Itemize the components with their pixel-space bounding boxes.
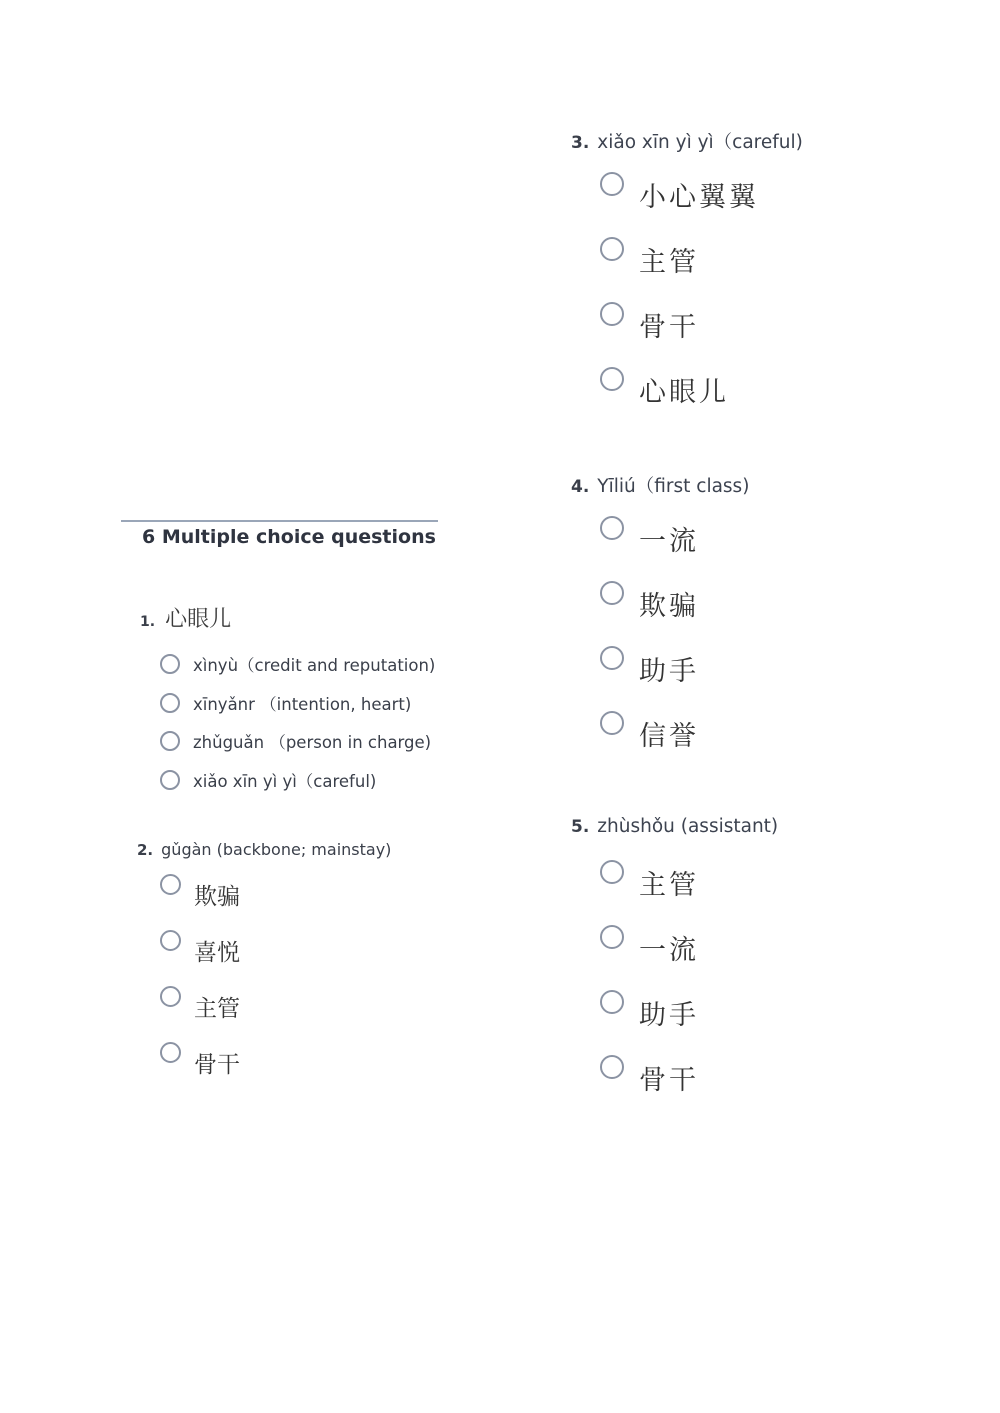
option-label: 助手 xyxy=(639,656,699,687)
question-2-number: 2. xyxy=(137,841,154,859)
radio-button[interactable] xyxy=(600,302,624,326)
radio-button[interactable] xyxy=(600,1055,624,1079)
radio-button[interactable] xyxy=(160,986,181,1007)
radio-button[interactable] xyxy=(600,860,624,884)
option-label: xiǎo xīn yì yì（careful) xyxy=(193,772,377,791)
question-1-number: 1. xyxy=(140,614,156,630)
question-5-prompt: zhùshǒu (assistant) xyxy=(597,816,779,837)
q3-option-2[interactable] xyxy=(600,240,699,279)
question-1-header xyxy=(140,602,231,633)
question-4-header xyxy=(571,472,749,498)
option-label: 一流 xyxy=(639,526,699,557)
q1-option-4[interactable] xyxy=(160,768,376,792)
radio-button[interactable] xyxy=(160,731,180,751)
q4-option-4[interactable] xyxy=(600,714,699,753)
question-5-header xyxy=(571,816,778,837)
option-label: 心眼儿 xyxy=(639,377,729,408)
option-label: 小心翼翼 xyxy=(639,182,759,213)
question-4-number: 4. xyxy=(571,477,590,497)
radio-button[interactable] xyxy=(600,237,624,261)
question-3 xyxy=(571,128,803,154)
question-3-number: 3. xyxy=(571,133,590,153)
option-label: 主管 xyxy=(194,996,240,1022)
q1-option-1[interactable] xyxy=(160,652,435,676)
radio-button[interactable] xyxy=(160,654,180,674)
question-3-prompt: xiǎo xīn yì yì（careful) xyxy=(597,132,803,153)
question-4-prompt: Yīliú（first class) xyxy=(597,476,750,497)
q1-option-3[interactable] xyxy=(160,729,431,753)
radio-button[interactable] xyxy=(600,646,624,670)
radio-button[interactable] xyxy=(600,990,624,1014)
section-title: 6 Multiple choice questions xyxy=(142,526,436,548)
question-3-header xyxy=(571,128,803,154)
radio-button[interactable] xyxy=(600,711,624,735)
q2-option-1[interactable] xyxy=(160,878,240,911)
radio-button[interactable] xyxy=(160,930,181,951)
option-label: 喜悦 xyxy=(194,940,240,966)
q1-option-2[interactable] xyxy=(160,691,411,715)
radio-button[interactable] xyxy=(600,367,624,391)
question-1 xyxy=(140,602,231,633)
radio-button[interactable] xyxy=(160,770,180,790)
radio-button[interactable] xyxy=(160,693,180,713)
option-label: 欺骗 xyxy=(639,591,699,622)
q5-option-2[interactable] xyxy=(600,928,699,967)
radio-button[interactable] xyxy=(600,581,624,605)
option-label: 主管 xyxy=(639,247,699,278)
radio-button[interactable] xyxy=(600,172,624,196)
radio-button[interactable] xyxy=(160,1042,181,1063)
option-label: 一流 xyxy=(639,935,699,966)
q3-option-1[interactable] xyxy=(600,175,759,214)
question-2-header xyxy=(137,840,391,859)
option-label: 骨干 xyxy=(639,312,699,343)
option-label: 助手 xyxy=(639,1000,699,1031)
q3-option-4[interactable] xyxy=(600,370,729,409)
q4-option-2[interactable] xyxy=(600,584,699,623)
question-4 xyxy=(571,472,749,498)
q5-option-3[interactable] xyxy=(600,993,699,1032)
q2-option-3[interactable] xyxy=(160,990,240,1023)
option-label: 骨干 xyxy=(639,1065,699,1096)
radio-button[interactable] xyxy=(160,874,181,895)
option-label: 骨干 xyxy=(194,1052,240,1078)
section-divider xyxy=(121,520,438,522)
q4-option-1[interactable] xyxy=(600,519,699,558)
option-label: zhǔguǎn （person in charge) xyxy=(193,733,432,752)
question-1-prompt: 心眼儿 xyxy=(165,607,232,632)
option-label: 主管 xyxy=(639,870,699,901)
q2-option-2[interactable] xyxy=(160,934,240,967)
question-2-prompt: gǔgàn (backbone; mainstay) xyxy=(161,840,392,859)
q5-option-4[interactable] xyxy=(600,1058,699,1097)
question-5 xyxy=(571,816,778,837)
option-label: 欺骗 xyxy=(194,884,240,910)
question-5-number: 5. xyxy=(571,817,590,837)
radio-button[interactable] xyxy=(600,925,624,949)
q3-option-3[interactable] xyxy=(600,305,699,344)
option-label: xìnyù（credit and reputation) xyxy=(193,656,436,675)
option-label: xīnyǎnr （intention, heart) xyxy=(193,695,412,714)
q5-option-1[interactable] xyxy=(600,863,699,902)
q2-option-4[interactable] xyxy=(160,1046,240,1079)
q4-option-3[interactable] xyxy=(600,649,699,688)
radio-button[interactable] xyxy=(600,516,624,540)
option-label: 信誉 xyxy=(639,721,699,752)
question-2 xyxy=(137,840,391,859)
